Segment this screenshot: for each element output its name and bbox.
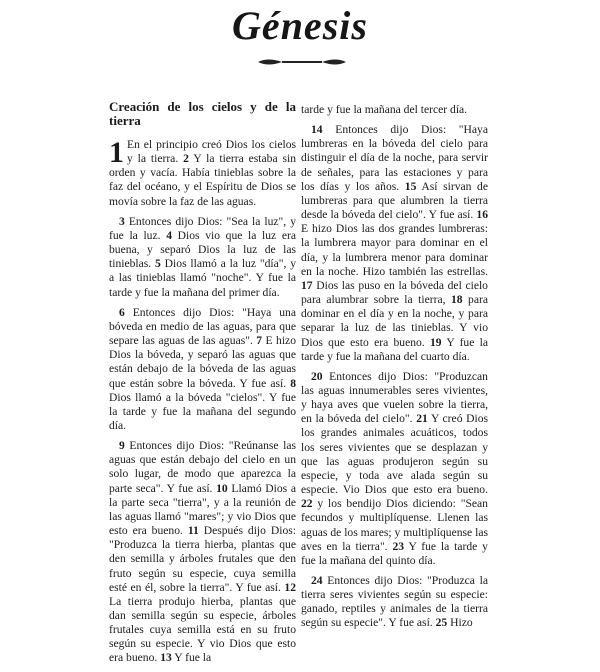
section-heading: Creación de los cielos y de la tierra [109, 99, 296, 128]
verse-text: Y la tierra estaba sin orden y vacía. Había tinieblas sobre la faz del océano, y el Espíritu de Dios se movía sobre la faz de las aguas. [109, 152, 297, 208]
verse-number: 19 [429, 335, 442, 349]
chapter-number: 1 [109, 136, 124, 169]
verse-number: 14 [311, 123, 323, 137]
verse-text: Dios vio que la luz era buena, y separó Dios la luz de las tinieblas. [109, 228, 297, 271]
verse-text: Llamó Dios a la parte seca "tierra", y a la reunión de las aguas llamó "mares"; y vio Dios que esto era bueno. [109, 481, 296, 538]
verse-text: Entonces dijo Dios: "Haya una bóveda en medio de las aguas, para que separe las aguas de las aguas". [109, 305, 296, 348]
paragraph [301, 574, 488, 631]
verse-text: tarde y fue la mañana del tercer día. [301, 103, 468, 116]
verse-number: 23 [392, 539, 405, 553]
ornament-divider [256, 56, 348, 68]
right-column [301, 103, 488, 637]
verse-number: 18 [450, 293, 463, 307]
verse-text: Y fue la tarde y fue la mañana del cuarto día. [301, 335, 488, 363]
paragraph [109, 215, 296, 300]
verse-text: La tierra produjo hierba, plantas que dan semilla según su especie, árboles frutales cuya semilla está en su fruto según su especie. Y vio Dios que esto era bueno. [109, 594, 296, 665]
book-title: Génesis [232, 3, 368, 48]
verse-number: 10 [216, 481, 228, 495]
verse-number: 7 [256, 334, 263, 348]
verse-number: 11 [187, 524, 199, 538]
verse-text: Dios llamó a la luz "día", y a las tinieblas llamó "noche". Y fue la tarde y fue la mañana del primer día. [109, 257, 296, 299]
verse-text: E hizo Dios las dos grandes lumbreras: la lumbrera mayor para dominar en el día, y la lumbrera menor para dominar en la noche. Hizo también las estrellas. [301, 222, 488, 278]
verse-number: 17 [301, 278, 313, 292]
verse-number: 12 [284, 580, 296, 594]
verse-number: 24 [311, 574, 323, 587]
paragraph [301, 103, 488, 117]
paragraph [109, 439, 296, 666]
verse-text: Así sirvan de lumbreras para que alumbren la tierra desde la bóveda del cielo". Y fue así. [301, 179, 488, 222]
verse-text: Entonces dijo Dios: "Haya lumbreras en la bóveda del cielo para distinguir el día de la noche, para servir de señales, para las estaciones y para los días y los años. [301, 123, 488, 193]
verse-text: y los bendijo Dios diciendo: "Sean fecundos y multiplíquense. Llenen las aguas de los mares; y multiplíquense las aves en la tierra". [301, 497, 488, 553]
verse-number: 21 [416, 412, 428, 426]
verse-text: Dios llamó a la bóveda "cielos". Y fue la tarde y fue la mañana del segundo día. [109, 390, 296, 432]
left-column [109, 100, 296, 672]
verse-number: 25 [435, 616, 448, 630]
verse-number: 13 [160, 651, 172, 665]
verse-text: para dominar en el día y en la noche, y para separar la luz de las tinieblas. Y vio Dios que esto era bueno. [301, 293, 488, 349]
verse-text: Entonces dijo Dios: "Sea la luz", y fue la luz. [109, 214, 296, 242]
verse-number: 15 [404, 179, 417, 193]
verse-text: Hizo [450, 616, 473, 630]
paragraph [301, 123, 488, 364]
verse-text: En el principio creó Dios los cielos y la tierra. [127, 138, 296, 166]
verse-number: 3 [119, 214, 125, 228]
verse-number: 5 [155, 257, 161, 271]
paragraph [109, 306, 296, 433]
verse-number: 22 [301, 497, 313, 511]
verse-number: 8 [290, 376, 296, 390]
verse-text: Dios las puso en la bóveda del cielo para alumbrar sobre la tierra, [301, 278, 488, 307]
paragraph [301, 370, 488, 568]
verse-text: Entonces dijo Dios: "Produzca la tierra seres vivientes según su especie: ganado, reptiles y animales de la tierra según su especie". Y fue así. [301, 574, 488, 630]
verse-text: Después dijo Dios: "Produzca la tierra hierba, plantas que den semilla y árboles frutales que den fruto según su especie, cuya semilla esté en él, sobre la tierra". Y fue así. [109, 524, 296, 594]
verse-number: 9 [119, 439, 125, 453]
verse-number: 20 [311, 369, 323, 383]
verse-number: 2 [183, 152, 189, 166]
verse-text: Entonces dijo Dios: "Reúnanse las aguas que están debajo del cielo en un solo lugar, de modo que aparezca la parte seca". Y fue así. [109, 439, 296, 495]
verse-number: 16 [476, 208, 488, 222]
verse-text: Y fue la [174, 651, 212, 665]
verse-text: Y fue la tarde y fue la mañana del quinto día. [301, 539, 488, 567]
verse-text: Y creó Dios los grandes animales acuáticos, todos los seres vivientes que se desplazan y que las aguas produjeron según su especie, y toda ave alada según su especie. Vio Dios que esto era bueno. [301, 412, 489, 497]
paragraph [109, 138, 296, 209]
verse-text: E hizo Dios la bóveda, y separó las aguas que están debajo de la bóveda de las aguas que están sobre la bóveda. Y fue así. [109, 334, 296, 390]
verse-number: 6 [119, 305, 125, 319]
verse-text: Entonces dijo Dios: "Produzcan las aguas innumerables seres vivientes, y haya aves que vuelen sobre la tierra, en la bóveda del cielo". [301, 369, 488, 426]
verse-number: 4 [166, 228, 172, 242]
